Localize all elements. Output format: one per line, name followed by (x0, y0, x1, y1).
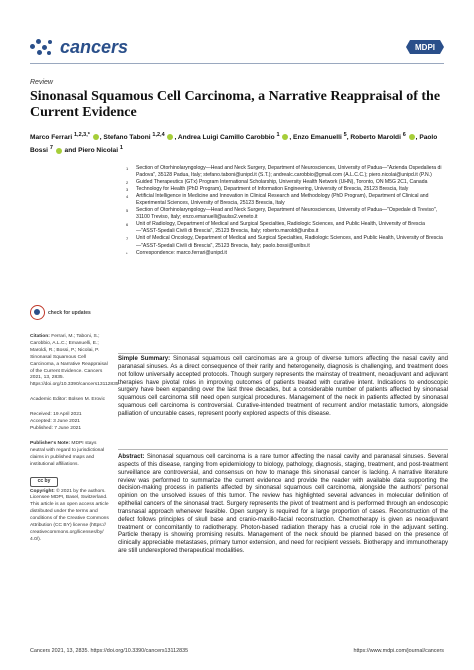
simple-summary-text: Sinonasal squamous cell carcinomas are a group of diverse tumors affecting the nasal cavity and paranasal sinuses. As a direct consequence of their rarity and heterogeneity, diagnosis is challenging, and treatment does not follow universally accepted protocols. Though surgery represents the mainstay of treatment, neoadjuvant and adjuvant therapies have pivotal roles in improving outcomes of patients treated with curative intent. Indications to endoscopic surgery have been expanding over the last three decades, but a considerable number of patients affected by sinonasal squamous cell carcinoma still need open surgical procedures. Management of the neck in patients affected by sinonasal squamous cell carcinoma is controversial. Curative-intended treatment of recurrent and/or metastatic tumors, alongside palliation of uncurable cases, represent poorly explored aspects of this disease. (118, 356, 448, 417)
affiliation-text: Correspondence: marco.ferrari@unipd.it (136, 249, 227, 256)
citation-text: Ferrari, M.; Taboni, S.; Carobbio, A.L.C.; Emanuelli, E.; Maroldi, R.; Bossi, P.; Nicolai, P. Sinonasal Squamous Cell Carcinoma, a Narrative Reappraisal of the Current Evidence. Cancers 2021, 13, 2835. https://doi.org/10.3390/cancers13112835 (30, 334, 119, 388)
article-sidebar (30, 305, 119, 552)
accepted-date: Accepted: 3 June 2021 (30, 419, 81, 425)
orcid-icon[interactable] (167, 134, 173, 140)
affiliation-item (120, 186, 446, 193)
affiliation-number: 7 (126, 236, 129, 242)
simple-summary-label: Simple Summary: (118, 356, 171, 362)
author-affiliation-sup: 7 (49, 145, 53, 152)
summary-bottom-divider (118, 449, 448, 450)
author-list: Marco Ferrari $^{1,2,3,*}$ , Stefano Taboni $^{1,2,4}$ , Andrea Luigi Camillo Carobbio $^1$ , Enzo Emanuelli $^5$, Roberto Maroldi $^6$ , Paolo Bossi $^7$ and Piero Nicolai $^1$ (30, 132, 438, 155)
affiliation-text: Section of Otorhinolaryngology—Head and Neck Surgery, Department of Neurosciences, University of Padua—"Azienda Ospedaliera di Padova", 35128 Padua, Italy; stefano.taboni@unipd.it (S.T.); andrealc.carobbio@gmail.com (A.L.C.C.); piero.nicolai@unipd.it (P.N.) (136, 165, 442, 179)
author-affiliation-sup: 5 (343, 132, 347, 138)
author-name: Paolo Bossi (30, 134, 438, 155)
simple-summary (118, 356, 448, 419)
affiliation-number: 3 (126, 187, 129, 193)
abstract-label: Abstract: (118, 454, 145, 460)
author-name: Enzo Emanuelli (293, 134, 342, 142)
affiliation-text: Technology for Health (PhD Program), Department of Information Engineering, University of Brescia, 25123 Brescia, Italy (136, 186, 409, 193)
abstract (118, 454, 448, 556)
author-name: Roberto Maroldi (350, 134, 401, 142)
mdpi-logo (406, 38, 444, 56)
citation-label: Citation: (30, 334, 50, 339)
journal-name: cancers (60, 36, 129, 57)
orcid-icon[interactable] (93, 134, 99, 140)
copyright-label: Copyright: (30, 488, 55, 494)
check-updates-icon (30, 305, 45, 320)
correspondence (120, 250, 446, 257)
check-for-updates-button[interactable] (30, 305, 112, 320)
affiliation-item (120, 207, 446, 221)
copyright-block (30, 489, 112, 544)
article-type: Review (30, 79, 53, 86)
editor-block (30, 397, 112, 404)
affiliation-item (120, 179, 446, 186)
publisher-note-label: Publisher's Note: (30, 440, 71, 446)
affiliation-item (120, 221, 446, 235)
mdpi-logo-text: MDPI (415, 43, 435, 52)
article-title: Sinonasal Squamous Cell Carcinoma, a Narrative Reappraisal of the Current Evidence (30, 89, 441, 120)
orcid-icon[interactable] (409, 134, 415, 140)
author-affiliation-sup: 1 (119, 145, 123, 152)
publisher-note (30, 441, 112, 469)
affiliation-text: Unit of Medical Oncology, Department of Medical and Surgical Specialties, Radiologic Sciences, and Public Health, University of Brescia—"ASST-Spedali Civili di Brescia", 25123 Brescia, Italy; paolo.bossi@unibs.it (136, 235, 443, 249)
author-affiliation-sup: 1,2,3,* (74, 132, 90, 138)
orcid-icon[interactable] (56, 148, 62, 154)
editor-name: Bolsen M. Erovic (68, 397, 106, 403)
header-divider (30, 63, 444, 64)
author-name: Piero Nicolai (78, 147, 119, 155)
author-name: Marco Ferrari (30, 134, 73, 142)
author-name: Andrea Luigi Camillo Carobbio (177, 134, 275, 142)
dates-block (30, 412, 112, 433)
check-updates-label: check for updates (48, 309, 91, 316)
editor-label: Academic Editor: (30, 397, 67, 403)
footer-citation[interactable]: Cancers 2021, 13, 2835. https://doi.org/10.3390/cancers13112835 (30, 648, 189, 654)
affiliation-item (120, 193, 446, 207)
affiliation-text: Artificial Intelligence in Medicine and Innovation in Clinical Research and Methodology (PhD Program), Department of Clinical and Experimental Sciences, University of Brescia, 25123 Brescia, Italy (136, 193, 429, 207)
copyright-text: © 2021 by the authors. Licensee MDPI, Basel, Switzerland. This article is an open access article distributed under the terms and conditions of the Creative Commons Attribution (CC BY) license (https:// creativecommons.org/licenses/by/ 4.0/). (30, 488, 109, 542)
affiliation-number: * (126, 250, 128, 256)
author-affiliation-sup: 6 (402, 132, 406, 138)
affiliation-text: Unit of Radiology, Department of Medical and Surgical Specialties, Radiologic Sciences, and Public Health, University of Brescia—"ASST-Spedali Civili di Brescia", 25123 Brescia, Italy; roberto.maroldi@unibs.it (136, 221, 425, 235)
affiliation-number: 5 (126, 208, 129, 214)
author-affiliation-sup: 1,2,4 (152, 132, 165, 138)
affiliation-item (120, 165, 446, 179)
affiliation-number: 6 (126, 222, 129, 228)
publisher-note-text: MDPI stays neutral with regard to jurisdictional claims in published maps and institutional affiliations. (30, 440, 105, 467)
journal-logo (30, 36, 128, 58)
published-date: Published: 7 June 2021 (30, 425, 82, 431)
page-footer (30, 648, 444, 654)
cc-by-license-icon[interactable]: cc by (30, 477, 58, 487)
orcid-icon[interactable] (282, 134, 288, 140)
summary-top-divider (118, 353, 448, 354)
author-name: Stefano Taboni (103, 134, 151, 142)
journal-url-link[interactable]: https://www.mdpi.com/journal/cancers (353, 648, 444, 654)
citation-block (30, 334, 119, 389)
author-affiliation-sup: 1 (276, 132, 280, 138)
affiliation-number: 4 (126, 194, 129, 200)
affiliation-number: 2 (126, 180, 129, 186)
affiliation-text: Section of Otorhinolaryngology—Head and Neck Surgery, Department of Neurosciences, University of Padua—"Ospedale di Treviso", 31100 Treviso, Italy; enzo.emanuelli@aulss2.veneto.it (136, 207, 438, 221)
affiliation-text: Guided Therapeutics (GTx) Program International Scholarship, University Health Network (UHN), Toronto, ON M5G 2C1, Canada (136, 179, 428, 186)
received-date: Received: 19 April 2021 (30, 412, 82, 418)
abstract-text: Sinonasal squamous cell carcinoma is a rare tumor affecting the nasal cavity and paranasal sinuses. Several aspects of this disease, ranging from epidemiology to biology, pathology, diagnosis, staging, treatment, and post-treatment surveillance are controversial, and consensus on how to manage this sinonasal cancer is lacking. A narrative literature review was performed to summarize the current evidence and provide the reader with available data supporting the decision-making process in patients affected by sinonasal squamous cell carcinoma, alongside the authors' personal opinion on the unsolved issues of this tumor. The review has highlighted several advances in molecular definition of epithelial cancers of the sinonasal tract. Surgery represents the pivot of treatment and is performed through an endoscopic transnasal approach whenever feasible. Open surgery is required for a large proportion of cases. Reconstruction of the defect follows principles of skull base and cranio-maxillo-facial reconstruction. Chemotherapy is given as neoadjuvant treatment or concomitantly to radiotherapy. Photon-based radiation therapy has a crucial role in the adjuvant setting. Particle therapy is showing promising results. Management of the neck should be planned based on the presence of clinically appreciable metastases, primary tumor extension, and need for recipient vessels. Biotherapy and immunotherapy are still underexplored therapeutical modalities. (118, 454, 448, 555)
affiliation-list (120, 165, 446, 257)
affiliation-item (120, 235, 446, 249)
journal-logo-icon (30, 36, 56, 58)
affiliation-number: 1 (126, 166, 129, 171)
